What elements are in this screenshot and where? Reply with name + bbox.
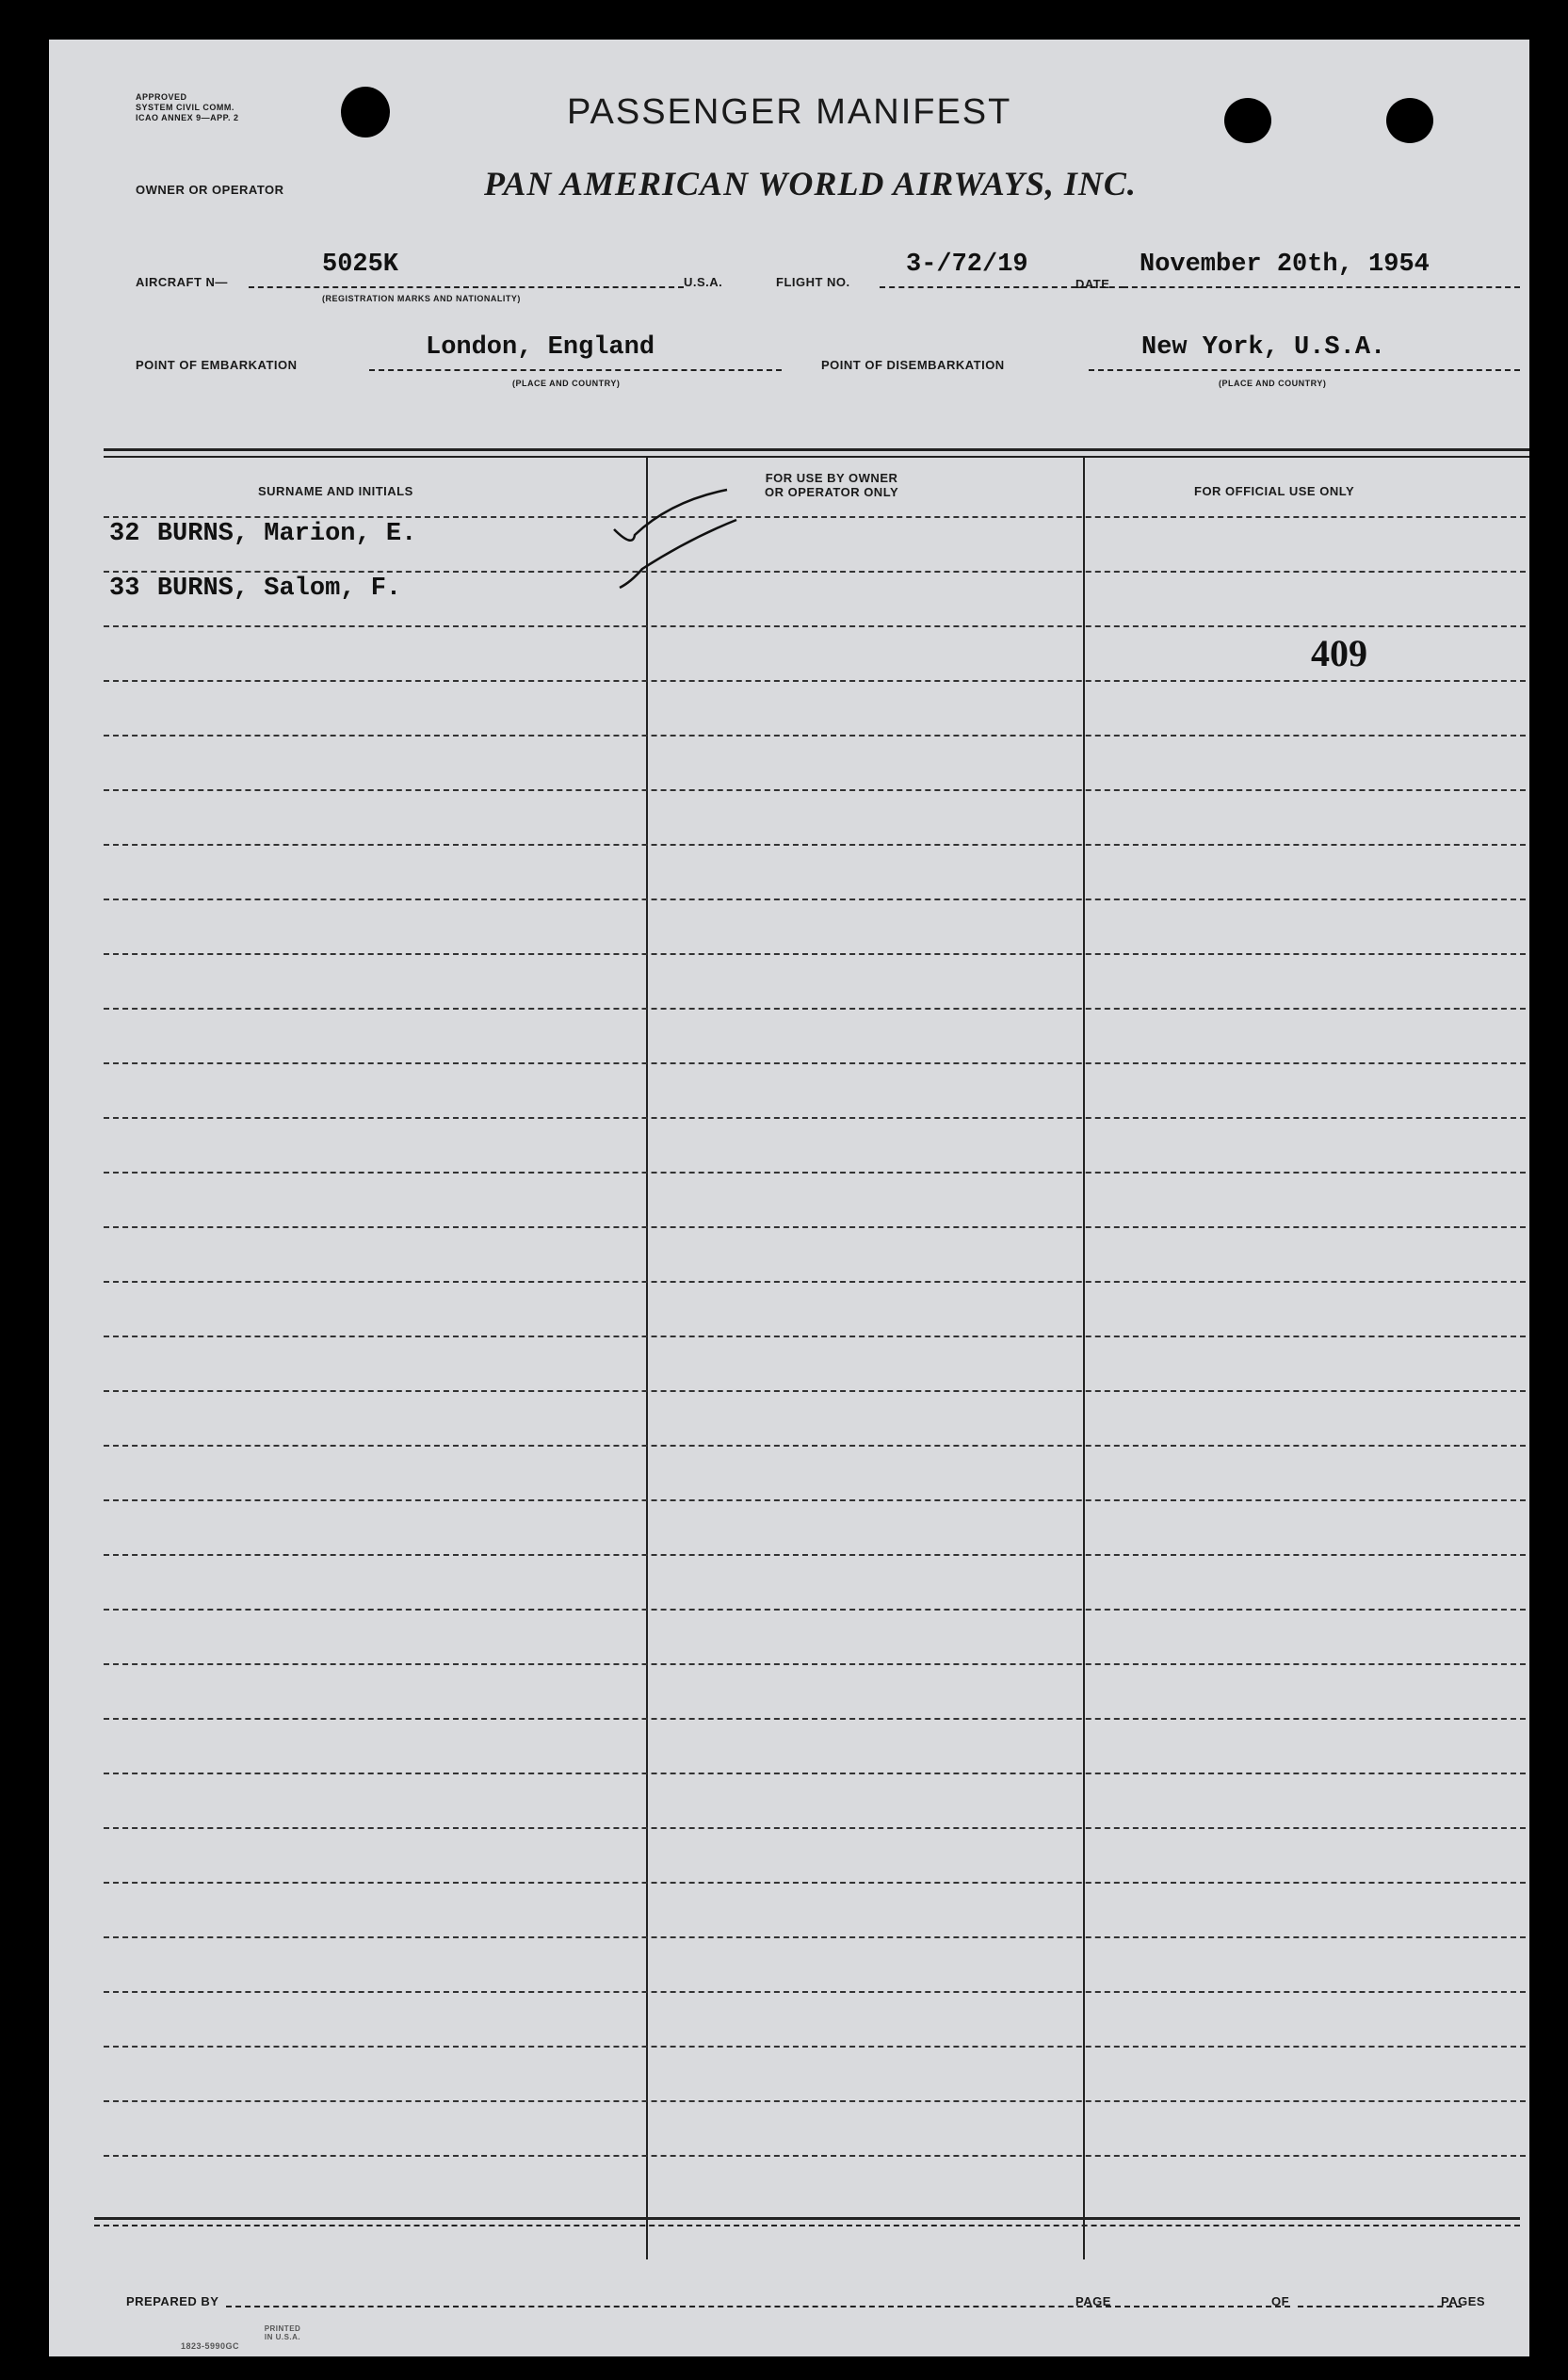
table-row-line (104, 1663, 1526, 1665)
table-row-line (104, 1008, 1526, 1010)
pages-label: PAGES (1441, 2294, 1486, 2308)
page-title: PASSENGER MANIFEST (567, 92, 1012, 132)
table-row-line (104, 1117, 1526, 1119)
disembarkation-label: POINT OF DISEMBARKATION (821, 358, 1005, 372)
embarkation-underline (369, 369, 782, 371)
owner-label: OWNER OR OPERATOR (136, 183, 284, 197)
table-row-line (104, 1936, 1526, 1938)
column-divider-1 (646, 456, 648, 2259)
table-row-line (104, 1773, 1526, 1774)
table-row-line (104, 2155, 1526, 2157)
col-header-owner (765, 471, 898, 499)
table-row-line (104, 571, 1526, 573)
table-row-line (104, 1062, 1526, 1064)
passenger-name: BURNS, Salom, F. (156, 575, 402, 603)
embarkation-label: POINT OF EMBARKATION (136, 358, 298, 372)
flight-label: FLIGHT NO. (776, 275, 850, 289)
official-number: 409 (1311, 632, 1367, 674)
nationality: U.S.A. (684, 275, 723, 289)
table-row-line (104, 1172, 1526, 1174)
table-row-line (104, 789, 1526, 791)
table-row-line (104, 1499, 1526, 1501)
owner-value: PAN AMERICAN WORLD AIRWAYS, INC. (484, 165, 1137, 202)
flight-value: 3-/72/19 (906, 251, 1028, 279)
check-mark-icon (605, 482, 746, 623)
aircraft-label: AIRCRAFT N— (136, 275, 228, 289)
punch-hole-left (341, 87, 390, 138)
col-header-owner-line1: FOR USE BY OWNER (765, 471, 898, 485)
table-row-line (104, 1882, 1526, 1884)
table-row-line (104, 1991, 1526, 1993)
table-row-line (104, 1226, 1526, 1228)
table-row-line (104, 1281, 1526, 1283)
date-label: DATE (1075, 277, 1110, 291)
page-label: PAGE (1075, 2294, 1111, 2308)
table-row-line (104, 2100, 1526, 2102)
table-row (109, 520, 416, 548)
printed-stamp: PRINTED IN U.S.A. (264, 2324, 301, 2341)
form-code: 1823-5990GC (181, 2341, 240, 2351)
embarkation-caption: (PLACE AND COUNTRY) (512, 379, 621, 388)
table-row-line (104, 1554, 1526, 1556)
table-bottom-rule (94, 2217, 1520, 2220)
disembarkation-value: New York, U.S.A. (1141, 333, 1386, 362)
row-number: 33 (109, 575, 140, 603)
disembarkation-caption: (PLACE AND COUNTRY) (1219, 379, 1327, 388)
table-row (109, 575, 401, 603)
approval-line-2: SYSTEM CIVIL COMM. (136, 103, 234, 112)
date-underline (1123, 286, 1520, 288)
table-row-line (104, 1445, 1526, 1447)
passenger-name: BURNS, Marion, E. (156, 520, 417, 548)
table-row-line (104, 1390, 1526, 1392)
table-row-line (104, 516, 1526, 518)
col-header-official: FOR OFFICIAL USE ONLY (1194, 484, 1355, 498)
col-header-surname: SURNAME AND INITIALS (258, 484, 413, 498)
aircraft-value: 5025K (322, 251, 399, 279)
aircraft-underline (249, 286, 684, 288)
approval-line-3: ICAO ANNEX 9—APP. 2 (136, 113, 239, 122)
column-divider-2 (1083, 456, 1085, 2259)
aircraft-caption: (REGISTRATION MARKS AND NATIONALITY) (322, 294, 521, 303)
of-underline (1298, 2306, 1462, 2307)
table-row-line (104, 953, 1526, 955)
punch-hole-right-a (1224, 98, 1271, 143)
approval-block (136, 92, 239, 123)
row-number: 32 (109, 520, 140, 548)
prepared-by-label: PREPARED BY (126, 2294, 219, 2308)
table-top-rule-2 (104, 456, 1529, 458)
of-label: OF (1271, 2294, 1290, 2308)
punch-hole-right-b (1386, 98, 1433, 143)
table-row-line (104, 735, 1526, 737)
col-header-owner-line2: OR OPERATOR ONLY (765, 485, 899, 499)
approval-line-1: APPROVED (136, 92, 187, 102)
page-underline (1124, 2306, 1290, 2307)
table-row-line (104, 2046, 1526, 2048)
disembarkation-underline (1089, 369, 1520, 371)
table-bottom-rule-2 (94, 2225, 1520, 2226)
embarkation-value: London, England (426, 333, 655, 362)
table-row-line (104, 1718, 1526, 1720)
table-row-line (104, 899, 1526, 900)
prepared-by-underline (226, 2306, 1121, 2307)
table-row-line (104, 625, 1526, 627)
table-top-rule (104, 448, 1529, 451)
table-row-line (104, 844, 1526, 846)
table-row-line (104, 1336, 1526, 1337)
table-row-line (104, 1609, 1526, 1611)
table-row-line (104, 680, 1526, 682)
table-row-line (104, 1827, 1526, 1829)
date-value: November 20th, 1954 (1140, 251, 1430, 279)
manifest-sheet (49, 40, 1529, 2356)
